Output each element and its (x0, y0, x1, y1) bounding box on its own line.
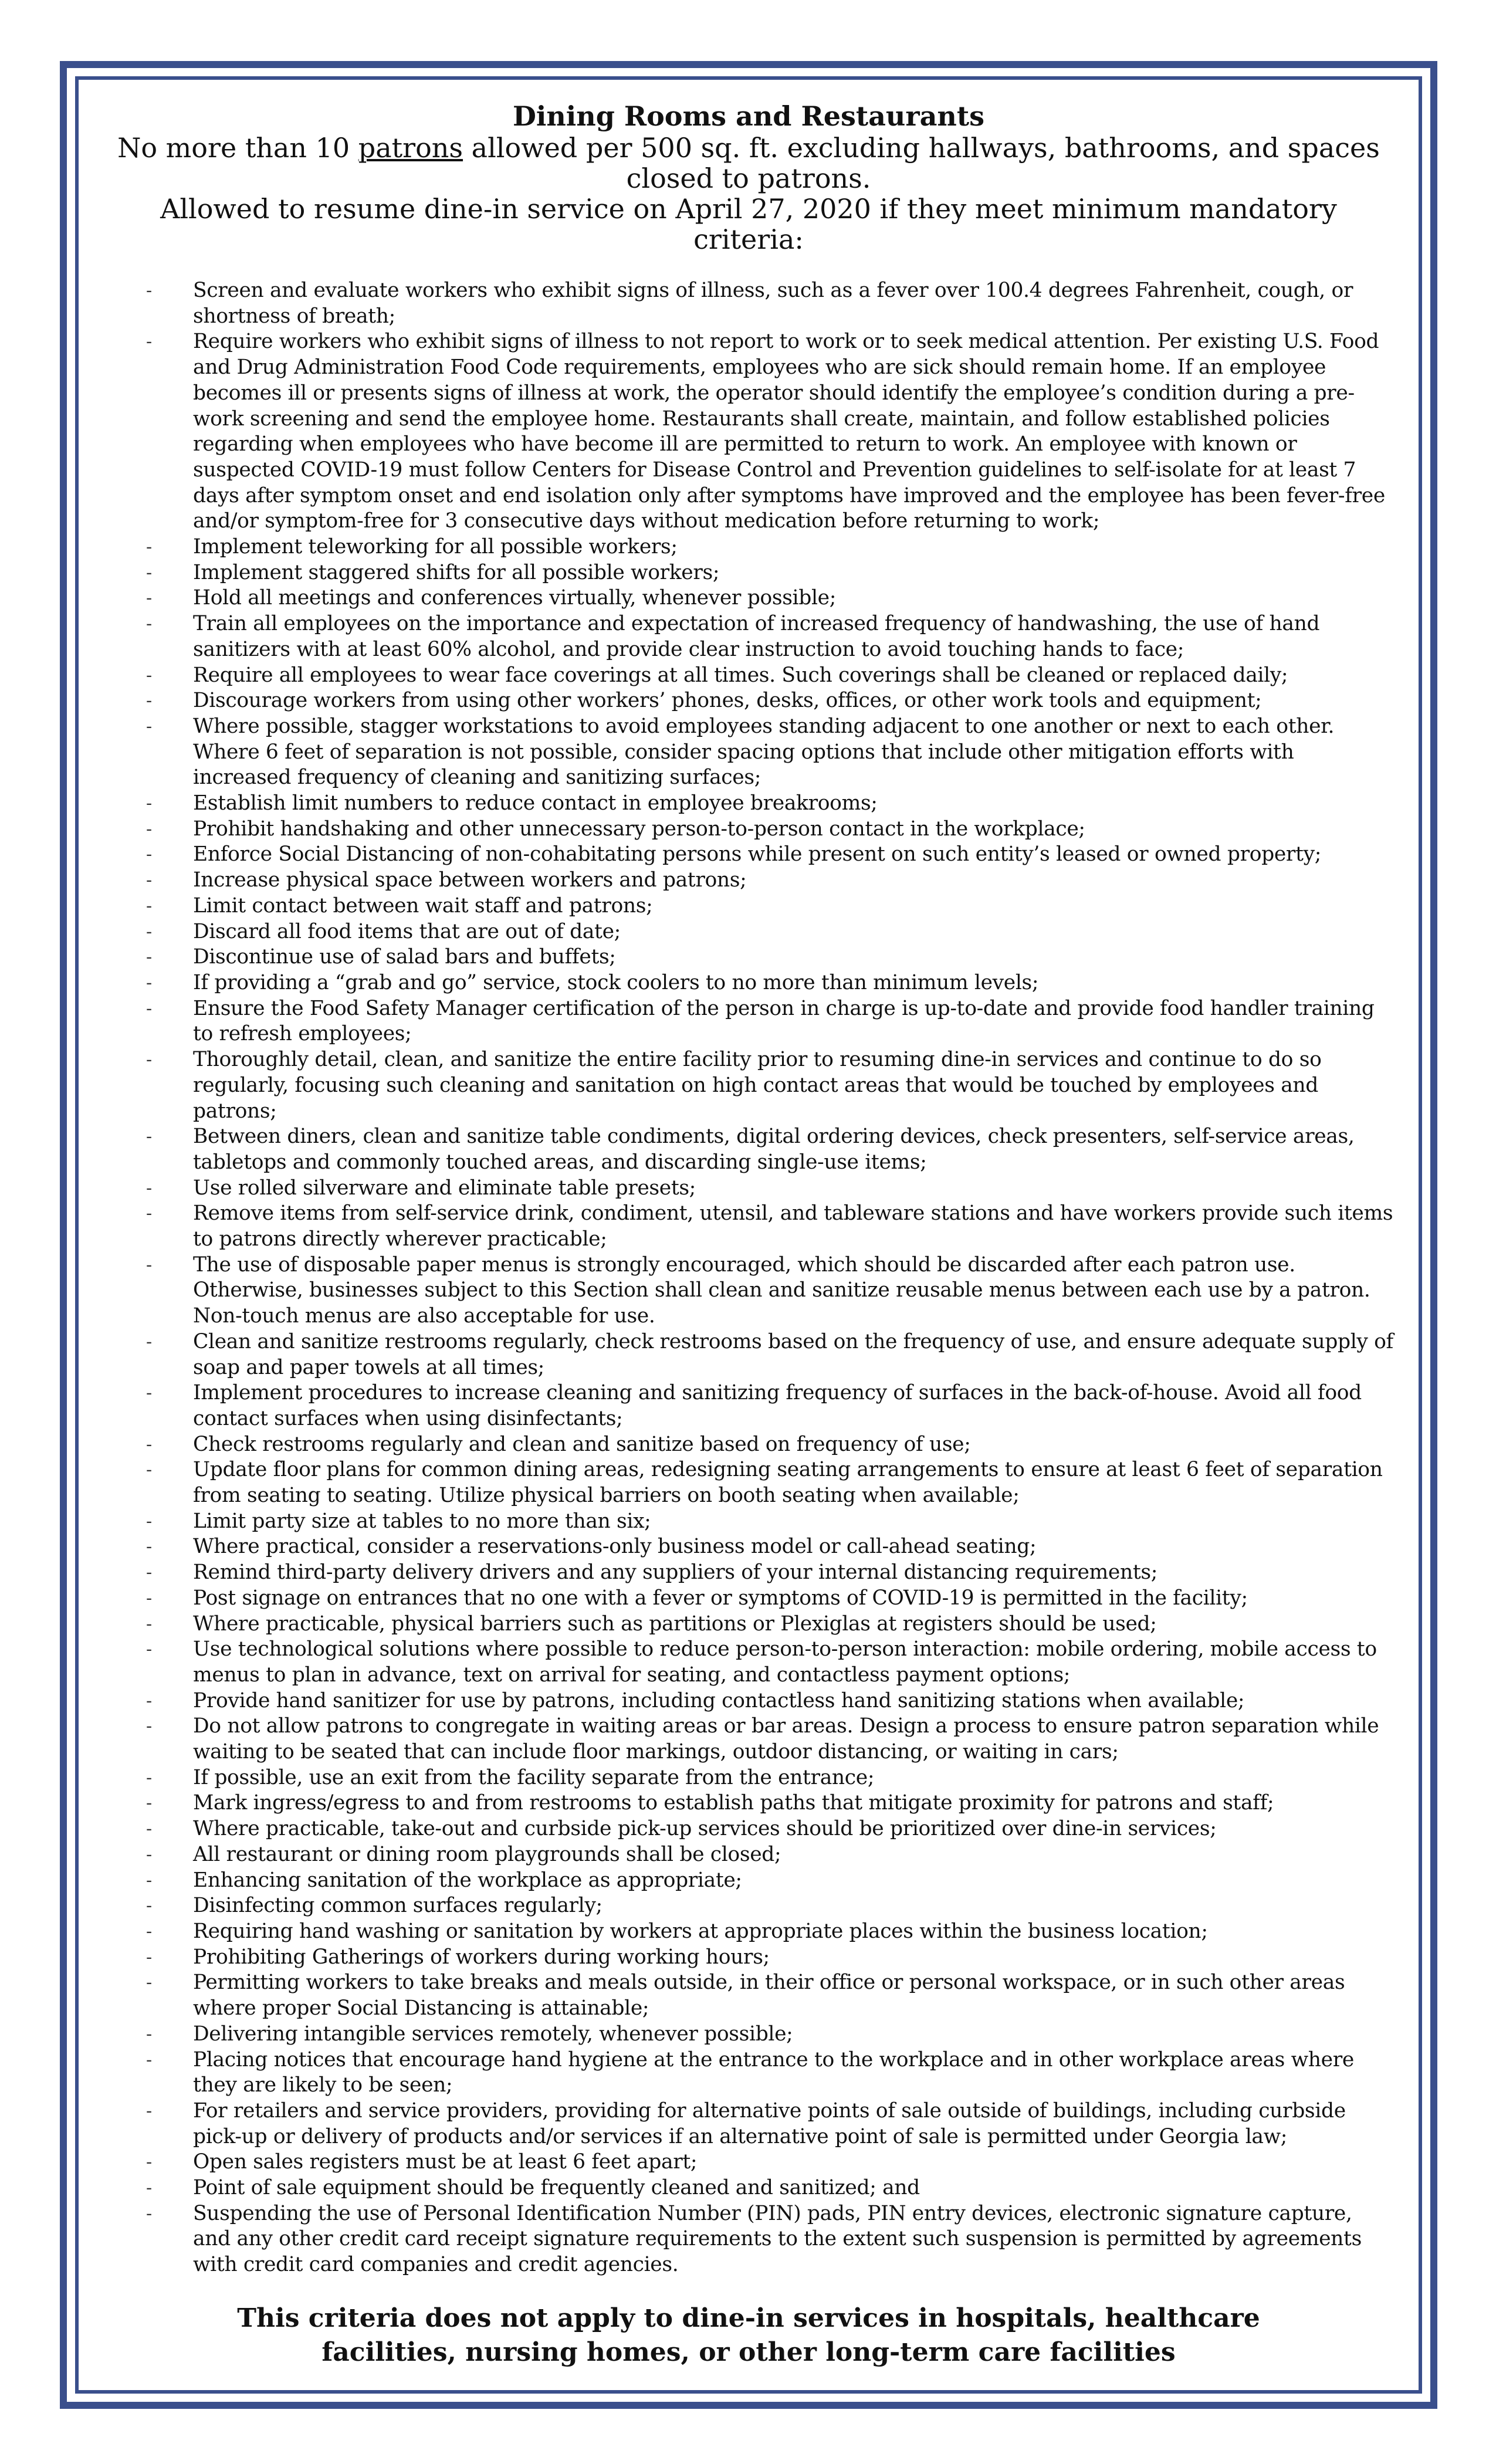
criteria-item: - Hold all meetings and conferences virtually, whenever possible; (193, 585, 1395, 611)
criteria-item: - All restaurant or dining room playgrounds shall be closed; (193, 1842, 1395, 1868)
criteria-item: - Remind third-party delivery drivers and any suppliers of your internal distancing requirements; (193, 1560, 1395, 1586)
criteria-list (102, 278, 1395, 2278)
criteria-item: - Thoroughly detail, clean, and sanitize the entire facility prior to resuming dine-in services and continue to do so regularly, focusing such cleaning and sanitation on high contact areas that would be touched by employees and patrons; (193, 1047, 1395, 1124)
criteria-item: - Delivering intangible services remotely, whenever possible; (193, 2022, 1395, 2047)
criteria-item: - Open sales registers must be at least 6 feet apart; (193, 2150, 1395, 2175)
criteria-item: - Use rolled silverware and eliminate table presets; (193, 1176, 1395, 1201)
criteria-item: - Screen and evaluate workers who exhibit signs of illness, such as a fever over 100.4 degrees Fahrenheit, cough, or shortness of breath; (193, 278, 1395, 329)
criteria-item: - Where practical, consider a reservations-only business model or call-ahead seating; (193, 1534, 1395, 1560)
criteria-item: - Point of sale equipment should be frequently cleaned and sanitized; and (193, 2175, 1395, 2201)
footer-disclaimer: This criteria does not apply to dine-in services in hospitals, healthcare facilities, nursing homes, or other long-term care facilities (237, 2303, 1260, 2367)
criteria-item: - Enforce Social Distancing of non-cohabitating persons while present on such entity’s leased or owned property; (193, 842, 1395, 868)
criteria-item: - Remove items from self-service drink, condiment, utensil, and tableware stations and have workers provide such items to patrons directly wherever practicable; (193, 1201, 1395, 1252)
patrons-underlined: patrons (358, 132, 463, 164)
criteria-item: - If providing a “grab and go” service, stock coolers to no more than minimum levels; (193, 970, 1395, 996)
criteria-item: - Require workers who exhibit signs of illness to not report to work or to seek medical attention. Per existing U.S. Food and Drug Administration Food Code requirements, employees who are sick should remain home. If an employee becomes ill or presents signs of illness at work, the operator should identify the employee’s condition during a pre-work screening and send the employee home. Restaurants shall create, maintain, and follow established policies regarding when employees who have become ill are permitted to return to work. An employee with known or suspected COVID-19 must follow Centers for Disease Control and Prevention guidelines to self-isolate for at least 7 days after symptom onset and end isolation only after symptoms have improved and the employee has been fever-free and/or symptom-free for 3 consecutive days without medication before returning to work; (193, 329, 1395, 534)
criteria-item: - Establish limit numbers to reduce contact in employee breakrooms; (193, 791, 1395, 817)
criteria-item: - Update floor plans for common dining areas, redesigning seating arrangements to ensure at least 6 feet of separation from seating to seating. Utilize physical barriers on booth seating when available; (193, 1457, 1395, 1508)
criteria-item: - Implement staggered shifts for all possible workers; (193, 560, 1395, 586)
criteria-item: - The use of disposable paper menus is strongly encouraged, which should be discarded after each patron use. Otherwise, businesses subject to this Section shall clean and sanitize reusable menus between each use by a patron. Non-touch menus are also acceptable for use. (193, 1253, 1395, 1329)
document-content (102, 100, 1395, 2370)
criteria-item: - Clean and sanitize restrooms regularly, check restrooms based on the frequency of use, and ensure adequate supply of soap and paper towels at all times; (193, 1329, 1395, 1380)
criteria-item: - Permitting workers to take breaks and meals outside, in their office or personal workspace, or in such other areas where proper Social Distancing is attainable; (193, 1970, 1395, 2021)
outer-border (60, 61, 1437, 2409)
criteria-item: - Where practicable, take-out and curbside pick-up services should be prioritized over dine-in services; (193, 1816, 1395, 1842)
criteria-item: - Limit party size at tables to no more than six; (193, 1509, 1395, 1535)
capacity-line-end: allowed per 500 sq. ft. excluding hallways, bathrooms, and spaces closed to patrons. (463, 132, 1380, 194)
criteria-item: - Discourage workers from using other workers’ phones, desks, offices, or other work tools and equipment; (193, 688, 1395, 714)
criteria-item: - Where possible, stagger workstations to avoid employees standing adjacent to one another or next to each other. Where 6 feet of separation is not possible, consider spacing options that include other mitigation efforts with increased frequency of cleaning and sanitizing surfaces; (193, 714, 1395, 791)
criteria-item: - Discard all food items that are out of date; (193, 919, 1395, 945)
criteria-item: - Limit contact between wait staff and patrons; (193, 893, 1395, 919)
criteria-item: - Require all employees to wear face coverings at all times. Such coverings shall be cleaned or replaced daily; (193, 663, 1395, 689)
criteria-item: - Prohibiting Gatherings of workers during working hours; (193, 1945, 1395, 1971)
criteria-item: - Check restrooms regularly and clean and sanitize based on frequency of use; (193, 1432, 1395, 1458)
criteria-item: - Ensure the Food Safety Manager certification of the person in charge is up-to-date and provide food handler training to refresh employees; (193, 996, 1395, 1047)
criteria-item: - Discontinue use of salad bars and buffets; (193, 945, 1395, 970)
capacity-line-start: No more than 10 (117, 132, 358, 164)
criteria-item: - Mark ingress/egress to and from restrooms to establish paths that mitigate proximity for patrons and staff; (193, 1791, 1395, 1816)
document-title: Dining Rooms and Restaurants (512, 100, 985, 132)
criteria-item: - If possible, use an exit from the facility separate from the entrance; (193, 1765, 1395, 1791)
criteria-item: - Between diners, clean and sanitize table condiments, digital ordering devices, check presenters, self-service areas, tabletops and commonly touched areas, and discarding single-use items; (193, 1124, 1395, 1175)
criteria-item: - Use technological solutions where possible to reduce person-to-person interaction: mobile ordering, mobile access to menus to plan in advance, text on arrival for seating, and contactless payment options; (193, 1637, 1395, 1688)
criteria-item: - Do not allow patrons to congregate in waiting areas or bar areas. Design a process to ensure patron separation while waiting to be seated that can include floor markings, outdoor distancing, or waiting in cars; (193, 1714, 1395, 1765)
criteria-item: - Increase physical space between workers and patrons; (193, 868, 1395, 893)
criteria-item: - Requiring hand washing or sanitation by workers at appropriate places within the business location; (193, 1919, 1395, 1945)
criteria-item: - Placing notices that encourage hand hygiene at the entrance to the workplace and in other workplace areas where they are likely to be seen; (193, 2047, 1395, 2099)
criteria-item: - Suspending the use of Personal Identification Number (PIN) pads, PIN entry devices, electronic signature capture, and any other credit card receipt signature requirements to the extent such suspension is permitted by agreements with credit card companies and credit agencies. (193, 2201, 1395, 2278)
criteria-item: - Post signage on entrances that no one with a fever or symptoms of COVID-19 is permitted in the facility; (193, 1586, 1395, 1612)
criteria-item: - Provide hand sanitizer for use by patrons, including contactless hand sanitizing stations when available; (193, 1688, 1395, 1714)
resume-date-line: Allowed to resume dine-in service on April 27, 2020 if they meet minimum mandatory criteria: (160, 193, 1337, 255)
capacity-line (102, 133, 1395, 194)
criteria-item: - Implement procedures to increase cleaning and sanitizing frequency of surfaces in the back-of-house. Avoid all food contact surfaces when using disinfectants; (193, 1380, 1395, 1431)
criteria-item: - Disinfecting common surfaces regularly; (193, 1893, 1395, 1919)
criteria-item: - Prohibit handshaking and other unnecessary person-to-person contact in the workplace; (193, 817, 1395, 842)
criteria-item: - Train all employees on the importance and expectation of increased frequency of handwashing, the use of hand sanitizers with at least 60% alcohol, and provide clear instruction to avoid touching hands to face; (193, 611, 1395, 662)
criteria-item: - Enhancing sanitation of the workplace as appropriate; (193, 1868, 1395, 1894)
criteria-item: - Where practicable, physical barriers such as partitions or Plexiglas at registers should be used; (193, 1612, 1395, 1637)
criteria-item: - For retailers and service providers, providing for alternative points of sale outside of buildings, including curbside pick-up or delivery of products and/or services if an alternative point of sale is permitted under Georgia law; (193, 2099, 1395, 2150)
inner-border (75, 76, 1422, 2394)
criteria-item: - Implement teleworking for all possible workers; (193, 534, 1395, 560)
